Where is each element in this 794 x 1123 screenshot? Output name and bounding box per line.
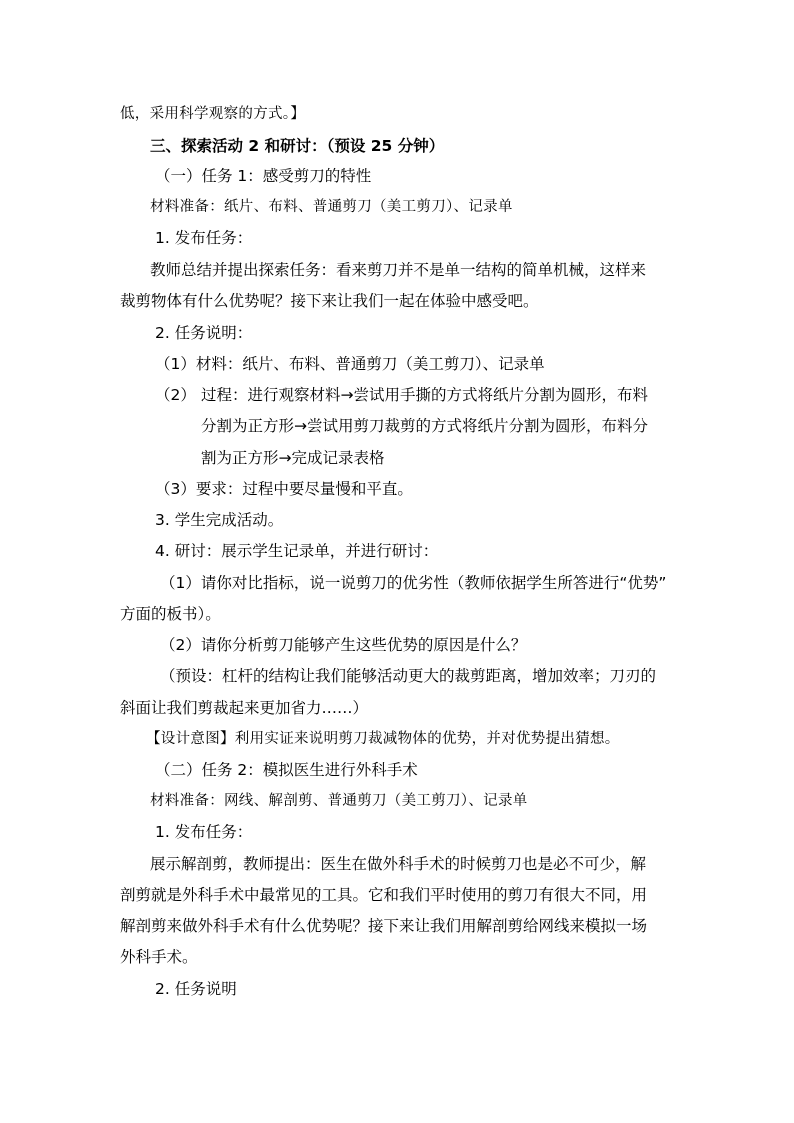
list-item-number: （2） — [155, 386, 196, 404]
list-item: 割为正方形→完成记录表格 — [201, 449, 385, 467]
paragraph-line: 教师总结并提出探索任务：看来剪刀并不是单一结构的简单机械，这样来 — [150, 261, 647, 279]
materials-line: 材料准备：网线、解剖剪、普通剪刀（美工剪刀）、记录单 — [150, 793, 528, 809]
step-heading: 2. 任务说明 — [155, 980, 237, 998]
design-intent: 【设计意图】利用实证来说明剪刀裁减物体的优势，并对优势提出猜想。 — [146, 731, 620, 747]
step-heading: 4. 研讨：展示学生记录单，并进行研讨： — [155, 542, 439, 560]
section-heading: 三、探索活动 2 和研讨：（预设 25 分钟） — [150, 137, 445, 155]
list-item: （1）材料：纸片、布料、普通剪刀（美工剪刀）、记录单 — [155, 355, 545, 373]
materials-line: 材料准备：纸片、布料、普通剪刀（美工剪刀）、记录单 — [150, 199, 513, 215]
subsection-heading: （一）任务 1：感受剪刀的特性 — [155, 167, 372, 185]
paragraph-line: 方面的板书）。 — [120, 605, 221, 623]
step-heading: 1. 发布任务： — [155, 823, 253, 841]
paragraph-line: 斜面让我们剪裁起来更加省力……） — [120, 699, 369, 717]
paragraph-line: 展示解剖剪，教师提出：医生在做外科手术的时候剪刀也是必不可少，解 — [150, 855, 647, 873]
step-heading: 2. 任务说明： — [155, 324, 253, 342]
list-item: （3）要求：过程中要尽量慢和平直。 — [155, 480, 413, 498]
paragraph-line: 裁剪物体有什么优势呢？接下来让我们一起在体验中感受吧。 — [120, 292, 539, 310]
list-item: （1）请你对比指标，说一说剪刀的优劣性（教师依据学生所答进行“优势” — [160, 574, 667, 592]
step-heading: 1. 发布任务： — [155, 229, 253, 247]
paragraph-line: （预设：杠杆的结构让我们能够活动更大的裁剪距离，增加效率；刀刃的 — [160, 667, 657, 685]
list-item: （2）请你分析剪刀能够产生这些优势的原因是什么？ — [160, 636, 527, 654]
subsection-heading: （二）任务 2：模拟医生进行外科手术 — [155, 761, 418, 779]
paragraph-line: 解剖剪来做外科手术有什么优势呢？接下来让我们用解剖剪给网线来模拟一场 — [120, 917, 648, 935]
list-item: 分割为正方形→尝试用剪刀裁剪的方式将纸片分割为圆形，布料分 — [201, 417, 648, 435]
paragraph-line: 外科手术。 — [120, 948, 198, 966]
list-item: 过程：进行观察材料→尝试用手撕的方式将纸片分割为圆形，布料 — [201, 386, 648, 404]
paragraph-line: 剖剪就是外科手术中最常见的工具。它和我们平时使用的剪刀有很大不同，用 — [120, 886, 648, 904]
paragraph-line: 低，采用科学观察的方式。】 — [120, 106, 306, 122]
step-heading: 3. 学生完成活动。 — [155, 511, 284, 529]
